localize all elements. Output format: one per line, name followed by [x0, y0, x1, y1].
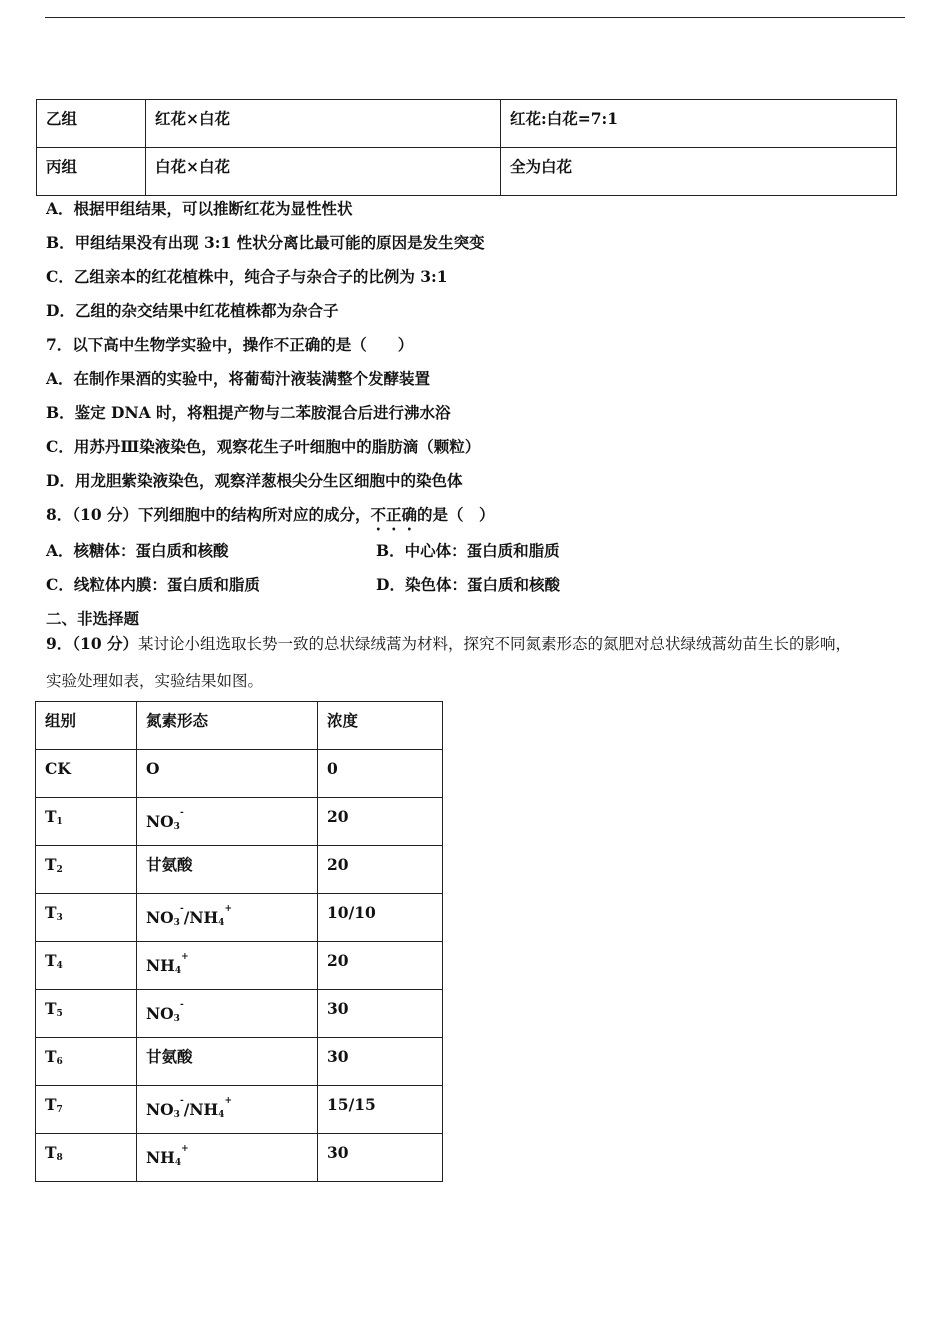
result-cell: 红花:白花=7:1	[501, 100, 897, 148]
concentration-cell: 20	[318, 798, 443, 846]
result-cell: 全为白花	[501, 148, 897, 196]
group-subscript: 6	[56, 1057, 63, 1067]
table-row	[36, 1086, 443, 1134]
q7-option-d: D．用龙胆紫染液染色，观察洋葱根尖分生区细胞中的染色体	[46, 471, 463, 490]
q8-option-b: B．中心体：蛋白质和脂质	[376, 541, 560, 560]
q6-option-d: D．乙组的杂交结果中红花植株都为杂合子	[46, 301, 339, 320]
q9-stem-line2: 实验处理如表，实验结果如图。	[46, 672, 264, 690]
q8-option-d: D．染色体：蛋白质和核酸	[376, 575, 560, 594]
nitrogen-form-cell: $NO_3^{^-}/NH_4^{^+}$	[137, 894, 318, 942]
concentration-cell: 10/10	[318, 894, 443, 942]
group-label: T	[45, 903, 57, 922]
concentration-cell: 30	[318, 1038, 443, 1086]
q8-option-c: C．线粒体内膜：蛋白质和脂质	[46, 575, 260, 594]
nitrogen-form-cell: $NO_3^{^-}/NH_4^{^+}$	[137, 1086, 318, 1134]
group-cell: 乙组	[37, 100, 146, 148]
cross-results-table	[36, 99, 897, 196]
table-row	[36, 942, 443, 990]
group-label: T	[45, 807, 57, 826]
q8-stem	[46, 505, 495, 534]
q7-option-a: A．在制作果酒的实验中，将葡萄汁液装满整个发酵装置	[46, 369, 431, 388]
group-cell: 丙组	[37, 148, 146, 196]
group-label: CK	[45, 759, 71, 778]
group-subscript: 5	[56, 1009, 63, 1019]
group-subscript: 3	[56, 913, 63, 923]
group-label: T	[45, 1095, 57, 1114]
cross-cell: 红花×白花	[146, 100, 501, 148]
q6-option-b: B．甲组结果没有出现 3:1 性状分离比最可能的原因是发生突变	[46, 233, 485, 252]
group-cell	[36, 894, 137, 942]
nitrogen-form-cell: $NH_4^{^+}$	[137, 1134, 318, 1182]
group-cell	[36, 798, 137, 846]
nitrogen-form-cell: $NH_4^{^+}$	[137, 942, 318, 990]
q9-number: 9．（10 分）	[46, 634, 139, 653]
group-subscript: 1	[56, 817, 63, 827]
q9-text: 某讨论小组选取长势一致的总状绿绒蒿为材料，探究不同氮素形态的氮肥对总状绿绒蒿幼苗生长的影响，	[138, 635, 852, 653]
group-subscript: 8	[56, 1153, 63, 1163]
q8-option-a: A．核糖体：蛋白质和核酸	[46, 541, 229, 560]
q7-option-c: C．用苏丹Ⅲ染液染色，观察花生子叶细胞中的脂肪滴（颗粒）	[46, 437, 481, 456]
q8-stem-post: 的是（ ）	[417, 505, 495, 524]
group-cell	[36, 750, 137, 798]
header-concentration: 浓度	[318, 702, 443, 750]
concentration-cell: 30	[318, 990, 443, 1038]
table-row	[36, 1134, 443, 1182]
q9-stem-line1	[46, 634, 851, 654]
table-row	[36, 750, 443, 798]
group-cell	[36, 942, 137, 990]
q6-option-a: A．根据甲组结果，可以推断红花为显性性状	[46, 199, 353, 218]
nitrogen-form-cell: 甘氨酸	[137, 846, 318, 894]
q7-stem: 7．以下高中生物学实验中，操作不正确的是（ ）	[46, 335, 414, 354]
table-row	[36, 846, 443, 894]
concentration-cell: 20	[318, 846, 443, 894]
group-cell	[36, 1134, 137, 1182]
table-row	[37, 148, 897, 196]
group-label: T	[45, 999, 57, 1018]
header-rule	[45, 17, 905, 18]
concentration-cell: 30	[318, 1134, 443, 1182]
group-subscript: 7	[56, 1105, 63, 1115]
treatment-table-body	[36, 750, 443, 1182]
q7-option-b: B．鉴定 DNA 时，将粗提产物与二苯胺混合后进行沸水浴	[46, 403, 451, 422]
group-label: T	[45, 951, 57, 970]
group-label: T	[45, 1143, 57, 1162]
group-label: T	[45, 855, 57, 874]
concentration-cell: 15/15	[318, 1086, 443, 1134]
q8-stem-emphasis: 不正确	[370, 505, 418, 524]
group-cell	[36, 990, 137, 1038]
group-cell	[36, 1086, 137, 1134]
nitrogen-form-cell: O	[137, 750, 318, 798]
table-row	[37, 100, 897, 148]
q8-stem-pre: 8．（10 分）下列细胞中的结构所对应的成分，	[46, 505, 371, 524]
concentration-cell: 20	[318, 942, 443, 990]
header-nitrogen-form: 氮素形态	[137, 702, 318, 750]
table-row	[36, 894, 443, 942]
cross-cell: 白花×白花	[146, 148, 501, 196]
table-header-row	[36, 702, 443, 750]
group-cell	[36, 1038, 137, 1086]
group-subscript: 4	[56, 961, 63, 971]
nitrogen-form-cell: 甘氨酸	[137, 1038, 318, 1086]
group-label: T	[45, 1047, 57, 1066]
group-cell	[36, 846, 137, 894]
nitrogen-form-cell: $NO_3^{^-}$	[137, 990, 318, 1038]
section-heading: 二、非选择题	[46, 609, 140, 628]
concentration-cell: 0	[318, 750, 443, 798]
q6-option-c: C．乙组亲本的红花植株中，纯合子与杂合子的比例为 3:1	[46, 267, 448, 286]
header-group: 组别	[36, 702, 137, 750]
table-row	[36, 798, 443, 846]
table-row	[36, 990, 443, 1038]
nitrogen-form-cell: $NO_3^{^-}$	[137, 798, 318, 846]
table-row	[36, 1038, 443, 1086]
group-subscript: 2	[56, 865, 63, 875]
treatment-table	[35, 701, 443, 1182]
